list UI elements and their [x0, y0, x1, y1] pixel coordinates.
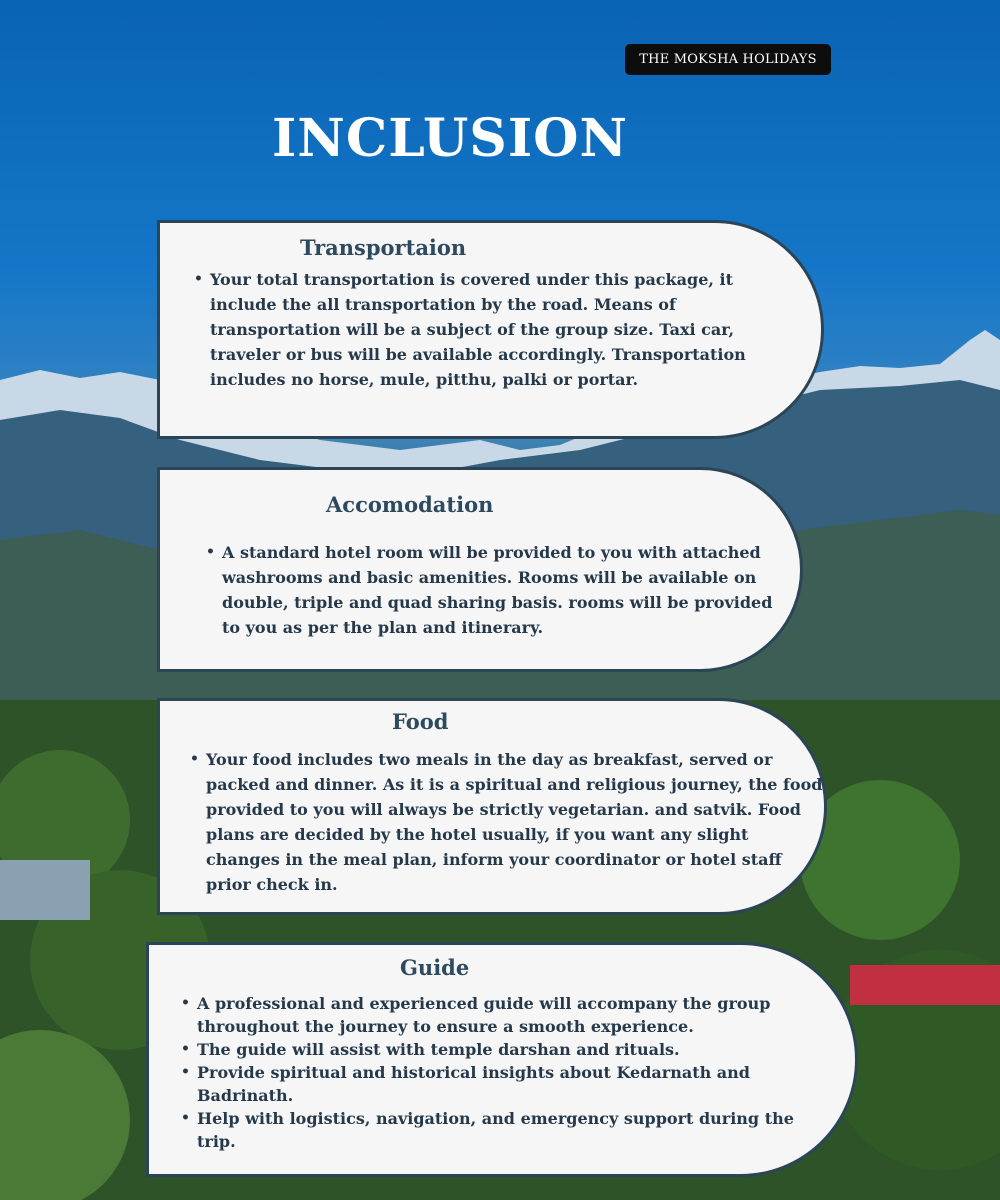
accommodation-card: [157, 467, 803, 672]
card-list: [188, 747, 826, 897]
brand-badge: THE MOKSHA HOLIDAYS: [625, 44, 831, 75]
transportation-card: [157, 220, 824, 439]
list-item: • A professional and experienced guide will accompany the group throughout the journey to ensure a smooth experience.: [197, 992, 827, 1038]
list-item: • Provide spiritual and historical insights about Kedarnath and Badrinath.: [197, 1061, 827, 1107]
list-item: • A standard hotel room will be provided to you with attached washrooms and basic amenities. Rooms will be available on double, triple and quad sharing basis. rooms will be provided to you as per the plan and itinerary.: [222, 540, 777, 640]
card-heading: Guide: [400, 955, 470, 980]
food-card: [157, 698, 827, 915]
card-heading: Food: [392, 709, 449, 734]
page-title: INCLUSION: [271, 108, 628, 169]
card-list: [179, 992, 827, 1153]
card-heading: Accomodation: [326, 492, 494, 517]
list-item: • The guide will assist with temple darshan and rituals.: [197, 1038, 827, 1061]
list-item: • Your total transportation is covered under this package, it include the all transportation by the road. Means of transportation will be a subject of the group size. Taxi car, traveler or bus will be available accordingly. Transportation includes no horse, mule, pitthu, palki or portar.: [210, 267, 780, 392]
card-list: [192, 267, 780, 392]
list-item: • Help with logistics, navigation, and emergency support during the trip.: [197, 1107, 827, 1153]
list-item: • Your food includes two meals in the day as breakfast, served or packed and dinner. As it is a spiritual and religious journey, the food provided to you will always be strictly vegetarian. and satvik. Food plans are decided by the hotel usually, if you want any slight changes in the meal plan, inform your coordinator or hotel staff prior check in.: [206, 747, 826, 897]
card-list: [204, 540, 777, 640]
guide-card: [146, 942, 858, 1177]
card-heading: Transportaion: [300, 235, 467, 260]
